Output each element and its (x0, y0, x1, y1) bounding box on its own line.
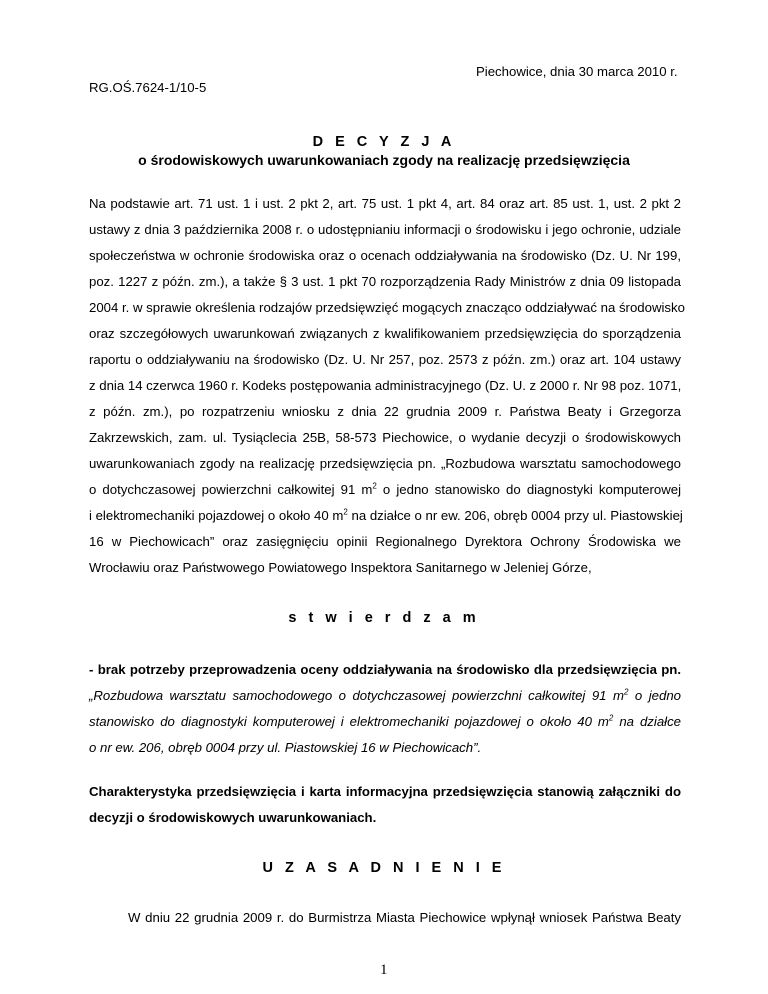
text-line: o nr ew. 206, obręb 0004 przy ul. Piastowskiej 16 w Piechowicach”. (89, 740, 482, 755)
place-date: Piechowice, dnia 30 marca 2010 r. (476, 64, 678, 79)
justification-heading: U Z A S A D N I E N I E (262, 860, 506, 876)
decision-title: D E C Y Z J A (312, 134, 456, 150)
text-line: uwarunkowaniach zgody na realizację przedsięwzięcia pn. „Rozbudowa warsztatu samochodowego (89, 456, 681, 471)
text-line: społeczeństwa w ochronie środowiska oraz o ocenach oddziaływania na środowisko (Dz. U. Nr 199, (89, 248, 681, 263)
text-line: stanowisko do diagnostyki komputerowej i elektromechaniki pojazdowej o około 40 $m^2$ na działce (89, 713, 682, 729)
text-line: Charakterystyka przedsięwzięcia i karta informacyjna przedsięwzięcia stanowią załączniki do (89, 784, 681, 799)
text-line: raportu o oddziaływaniu na środowisko (Dz. U. Nr 257, poz. 2573 z późn. zm.) oraz art. 104 ustawy (89, 352, 681, 367)
decision-subtitle: o środowiskowych uwarunkowaniach zgody na realizację przedsięwzięcia (138, 152, 630, 168)
text-line: W dniu 22 grudnia 2009 r. do Burmistrza Miasta Piechowice wpłynął wniosek Państwa Beaty (128, 910, 681, 925)
text-line: i elektromechaniki pojazdowej o około 40 $m^2$ na działce o nr ew. 206, obręb 0004 przy ul. Piastowskiej (89, 507, 683, 523)
text-line: - brak potrzeby przeprowadzenia oceny oddziaływania na środowisko dla przedsięwzięcia pn. (89, 662, 681, 677)
text-line: 2004 r. w sprawie określenia rodzajów przedsięwzięć mogących znacząco oddziaływać na środowisko (89, 300, 685, 315)
text-line: o dotychczasowej powierzchni całkowitej 91 $m^2$ o jedno stanowisko do diagnostyki komputerowej (89, 481, 681, 497)
finding-heading: s t w i e r d z a m (288, 610, 480, 626)
text-line: 16 w Piechowicach” oraz zasięgnięciu opinii Regionalnego Dyrektora Ochrony Środowiska we (89, 534, 681, 549)
text-line: decyzji o środowiskowych uwarunkowaniach. (89, 810, 377, 825)
text-line: Zakrzewskich, zam. ul. Tysiąclecia 25B, 58-573 Piechowice, o wydanie decyzji o środowiskowych (89, 430, 681, 445)
text-line: Na podstawie art. 71 ust. 1 i ust. 2 pkt 2, art. 75 ust. 1 pkt 4, art. 84 oraz art. 85 ust. 1, ust. 2 pkt 2 (89, 196, 681, 211)
text-line: Wrocławiu oraz Państwowego Powiatowego Inspektora Sanitarnego w Jeleniej Górze, (89, 560, 592, 575)
text-line: z dnia 14 czerwca 1960 r. Kodeks postępowania administracyjnego (Dz. U. z 2000 r. Nr 98 poz. 1071, (89, 378, 682, 393)
page-number: 1 (380, 962, 388, 978)
text-line: oraz szczegółowych uwarunkowań związanych z kwalifikowaniem przedsięwzięcia do sporządzenia (89, 326, 681, 341)
text-line: ustawy z dnia 3 października 2008 r. o udostępnianiu informacji o środowisku i jego ochronie, udziale (89, 222, 681, 237)
reference-number: RG.OŚ.7624-1/10-5 (89, 80, 207, 95)
text-line: z późn. zm.), po rozpatrzeniu wniosku z dnia 22 grudnia 2009 r. Państwa Beaty i Grzegorza (89, 404, 681, 419)
text-line: poz. 1227 z późn. zm.), a także § 3 ust. 1 pkt 70 rozporządzenia Rady Ministrów z dnia 09 listopada (89, 274, 681, 289)
text-line: „Rozbudowa warsztatu samochodowego o dotychczasowej powierzchni całkowitej 91 $m^2$ o jedno (89, 687, 681, 703)
